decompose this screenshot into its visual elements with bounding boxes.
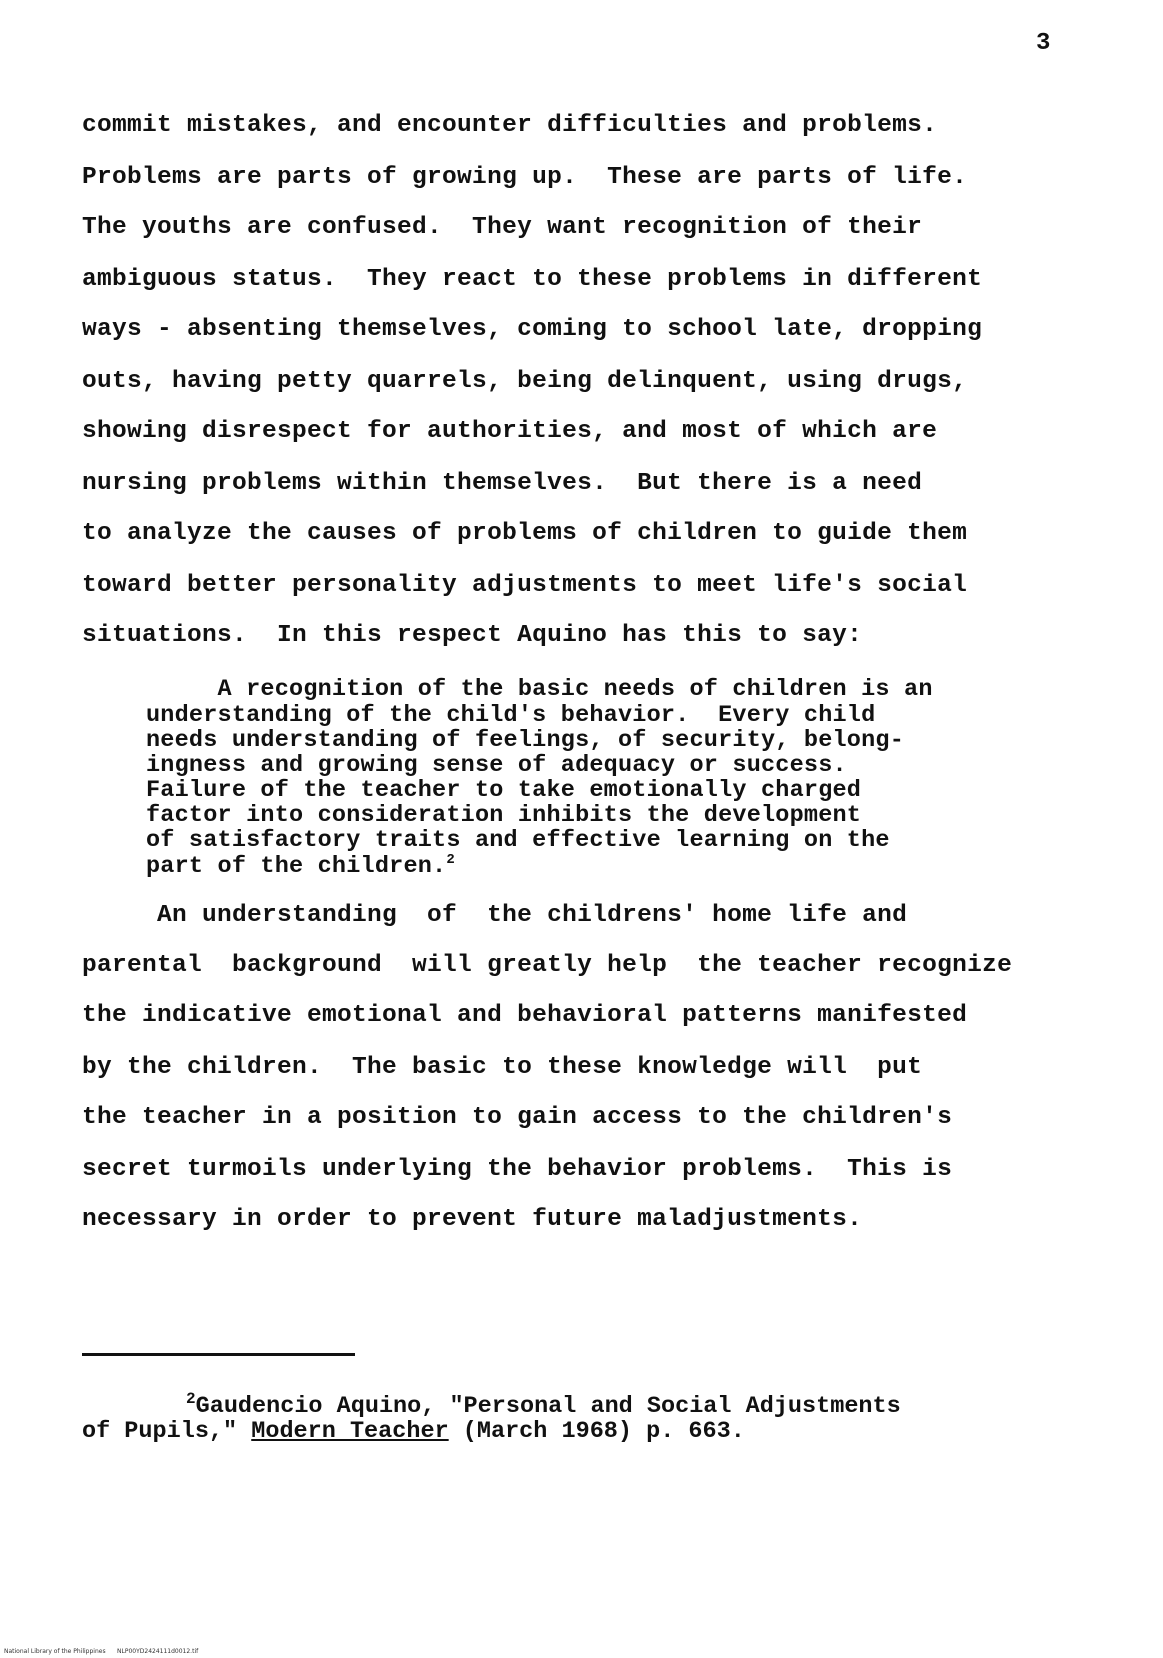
body-line: necessary in order to prevent future maladjustments.: [82, 1206, 863, 1233]
quote-line: needs understanding of feelings, of security, belong-: [146, 727, 905, 754]
body-line: ways - absenting themselves, coming to school late, dropping: [82, 316, 983, 343]
quote-line: factor into consideration inhibits the development: [146, 802, 862, 829]
quote-line: A recognition of the basic needs of children is an: [146, 676, 933, 703]
quote-line-last: [146, 852, 455, 880]
footnote-line-1: [186, 1390, 901, 1420]
archive-footer: National Library of the Philippines NLP00YD2424111d0012.tif: [4, 1648, 199, 1655]
footnote-line-2: [82, 1418, 745, 1445]
footnote-text: (March 1968) p. 663.: [448, 1418, 745, 1445]
body-line: the indicative emotional and behavioral patterns manifested: [82, 1002, 968, 1029]
body-line: outs, having petty quarrels, being delinquent, using drugs,: [82, 368, 968, 395]
footnote-journal-title: Modern Teacher: [251, 1418, 449, 1445]
body-line: by the children. The basic to these knowledge will put: [82, 1054, 923, 1081]
body-line: secret turmoils underlying the behavior problems. This is: [82, 1156, 953, 1183]
page-number: 3: [1036, 30, 1051, 57]
quote-line: Failure of the teacher to take emotionally charged: [146, 777, 862, 804]
footnote-text: Gaudencio Aquino, "Personal and Social Adjustments: [195, 1392, 901, 1420]
body-line: showing disrespect for authorities, and most of which are: [82, 418, 938, 445]
body-line: situations. In this respect Aquino has this to say:: [82, 622, 863, 649]
body-line: the teacher in a position to gain access to the children's: [82, 1104, 953, 1131]
body-line: parental background will greatly help the teacher recognize: [82, 952, 1013, 979]
footnote-text: of Pupils,": [82, 1418, 252, 1445]
body-line: Problems are parts of growing up. These are parts of life.: [82, 164, 968, 191]
quote-line-text: part of the children.: [146, 852, 447, 880]
footnote-divider: [82, 1353, 355, 1356]
body-line: An understanding of the childrens' home life and: [82, 902, 908, 929]
body-line: to analyze the causes of problems of children to guide them: [82, 520, 968, 547]
body-line: The youths are confused. They want recognition of their: [82, 214, 923, 241]
body-line: nursing problems within themselves. But there is a need: [82, 470, 923, 497]
quote-line: of satisfactory traits and effective learning on the: [146, 827, 890, 854]
body-line: ambiguous status. They react to these problems in different: [82, 266, 983, 293]
quote-line: ingness and growing sense of adequacy or success.: [146, 752, 847, 779]
body-line: commit mistakes, and encounter difficulties and problems.: [82, 112, 938, 139]
quote-footnote-reference: 2: [446, 852, 455, 868]
body-line: toward better personality adjustments to meet life's social: [82, 572, 968, 599]
quote-line: understanding of the child's behavior. Every child: [146, 702, 876, 729]
footnote-mark: 2: [186, 1390, 196, 1408]
